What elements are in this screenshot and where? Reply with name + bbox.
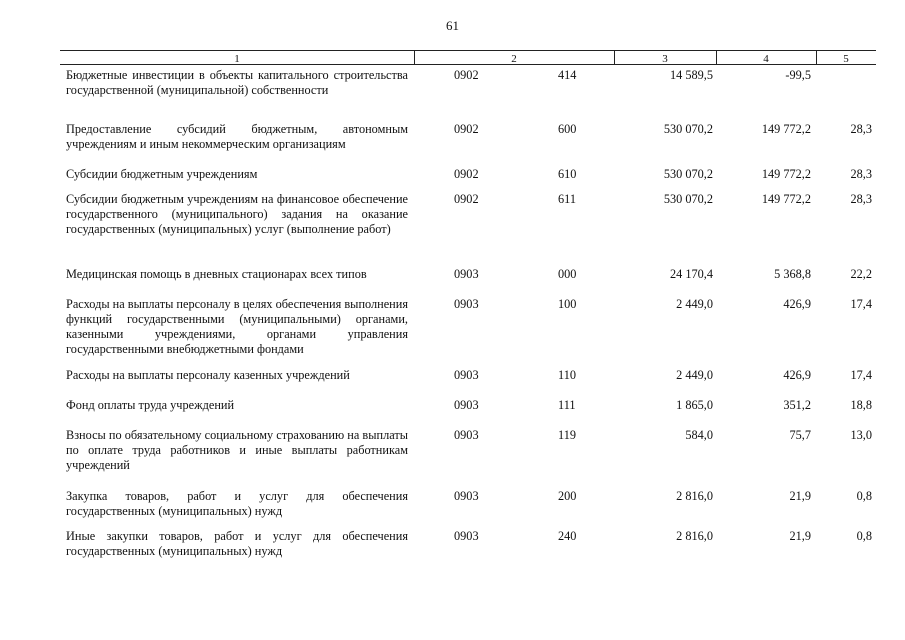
row-section-code: 0902 — [454, 192, 479, 206]
row-section-code: 0903 — [454, 368, 479, 382]
row-expense-type: 000 — [558, 267, 577, 281]
row-name: Бюджетные инвестиции в объекты капитального строительства государственной (муниципальной) собственности — [66, 68, 408, 97]
row-executed: 149 772,2 — [761, 167, 811, 181]
row-expense-type: 200 — [558, 489, 577, 503]
row-expense-type: 100 — [558, 297, 577, 311]
row-section-code: 0902 — [454, 167, 479, 181]
row-section-code: 0903 — [454, 489, 479, 503]
page-number: 61 — [446, 18, 459, 33]
row-executed: -99,5 — [785, 68, 811, 82]
row-expense-type: 610 — [558, 167, 577, 181]
row-planned: 24 170,4 — [669, 267, 713, 281]
row-name: Взносы по обязательному социальному страхованию на выплаты по оплате труда работников и иные выплаты работникам учреждений — [66, 428, 408, 472]
row-expense-type: 110 — [558, 368, 576, 382]
row-name: Предоставление субсидий бюджетным, автономным учреждениям и иным некоммерческим организациям — [66, 122, 408, 151]
header-top-rule — [60, 50, 876, 51]
row-expense-type: 611 — [558, 192, 576, 206]
row-planned: 2 816,0 — [676, 489, 713, 503]
row-executed: 149 772,2 — [761, 192, 811, 206]
row-executed: 426,9 — [783, 368, 811, 382]
row-section-code: 0903 — [454, 297, 479, 311]
row-name: Субсидии бюджетным учреждениям — [66, 167, 258, 181]
row-expense-type: 600 — [558, 122, 577, 136]
row-planned: 2 816,0 — [676, 529, 713, 543]
row-executed: 351,2 — [783, 398, 811, 412]
row-name: Субсидии бюджетным учреждениям на финансовое обеспечение государственного (муниципального) задания на оказание государственных (муниципальных) услуг (выполнение работ) — [66, 192, 408, 236]
row-executed: 75,7 — [789, 428, 811, 442]
row-section-code: 0902 — [454, 68, 479, 82]
row-name: Расходы на выплаты персоналу в целях обеспечения выполнения функций государственными (муниципальными) органами, казенными учреждениями, органами управления государственными внебюджетными фондами — [66, 297, 409, 356]
row-percent: 17,4 — [850, 368, 872, 382]
row-executed: 21,9 — [789, 489, 811, 503]
row-planned: 2 449,0 — [676, 297, 713, 311]
row-name: Иные закупки товаров, работ и услуг для обеспечения государственных (муниципальных) нужд — [66, 529, 408, 558]
row-planned: 584,0 — [685, 428, 713, 442]
row-percent: 28,3 — [850, 167, 872, 181]
row-percent: 28,3 — [850, 122, 872, 136]
row-percent: 17,4 — [850, 297, 872, 311]
row-executed: 21,9 — [789, 529, 811, 543]
row-percent: 13,0 — [850, 428, 872, 442]
row-name: Фонд оплаты труда учреждений — [66, 398, 235, 412]
row-percent: 0,8 — [856, 489, 872, 503]
row-section-code: 0903 — [454, 529, 479, 543]
row-planned: 1 865,0 — [676, 398, 713, 412]
row-section-code: 0903 — [454, 398, 479, 412]
row-planned: 530 070,2 — [663, 167, 713, 181]
row-executed: 5 368,8 — [774, 267, 811, 281]
header-col-2: 2 — [511, 53, 517, 65]
row-percent: 28,3 — [850, 192, 872, 206]
row-percent: 22,2 — [850, 267, 872, 281]
row-section-code: 0902 — [454, 122, 479, 136]
header-col-5: 5 — [843, 53, 849, 65]
row-name: Расходы на выплаты персоналу казенных учреждений — [66, 368, 350, 382]
row-planned: 530 070,2 — [663, 192, 713, 206]
row-name: Закупка товаров, работ и услуг для обеспечения государственных (муниципальных) нужд — [66, 489, 408, 518]
row-expense-type: 240 — [558, 529, 577, 543]
row-section-code: 0903 — [454, 428, 479, 442]
header-col-4: 4 — [763, 53, 769, 65]
row-percent: 18,8 — [850, 398, 872, 412]
row-planned: 2 449,0 — [676, 368, 713, 382]
header-col-3: 3 — [662, 53, 668, 65]
row-name: Медицинская помощь в дневных стационарах всех типов — [66, 267, 367, 281]
row-expense-type: 111 — [558, 398, 576, 412]
row-planned: 14 589,5 — [669, 68, 713, 82]
row-expense-type: 119 — [558, 428, 576, 442]
row-executed: 149 772,2 — [761, 122, 811, 136]
row-planned: 530 070,2 — [663, 122, 713, 136]
row-expense-type: 414 — [558, 68, 577, 82]
header-col-1: 1 — [234, 53, 240, 65]
row-percent: 0,8 — [856, 529, 872, 543]
row-section-code: 0903 — [454, 267, 479, 281]
row-executed: 426,9 — [783, 297, 811, 311]
